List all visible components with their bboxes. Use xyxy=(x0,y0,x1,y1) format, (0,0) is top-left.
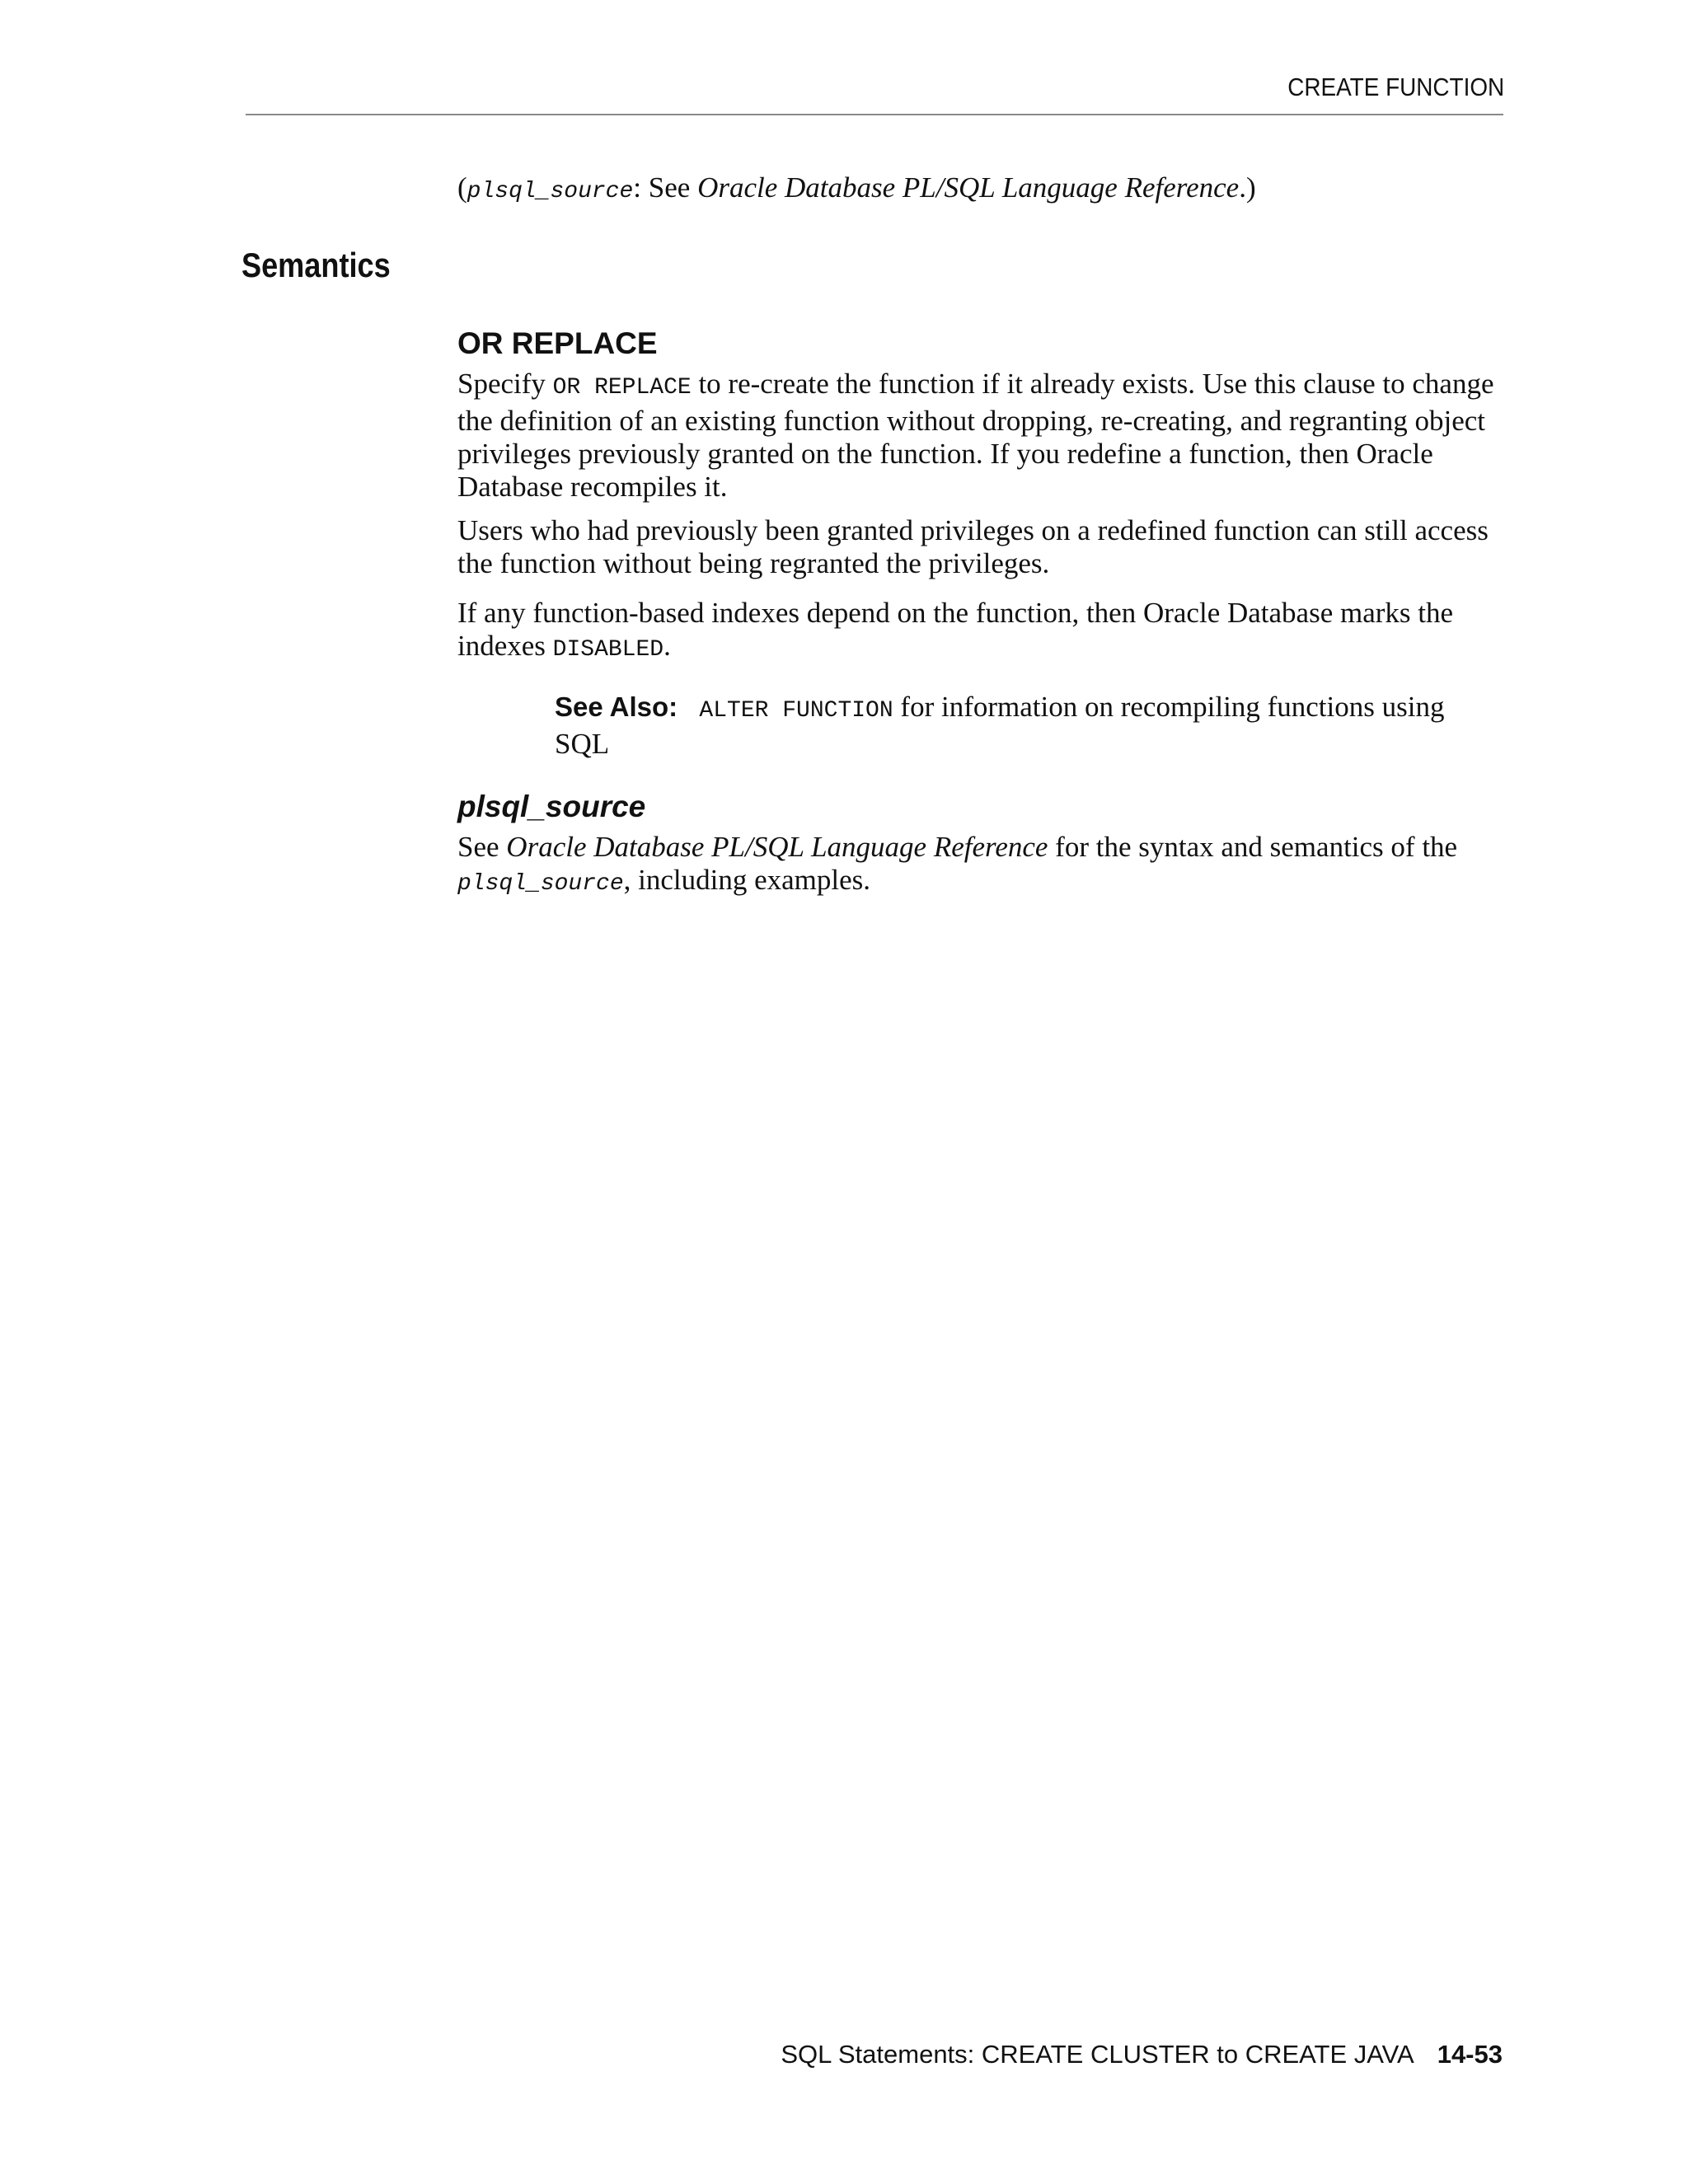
see-also-note xyxy=(555,691,1461,761)
p3-text-a: If any function-based indexes depend on the function, then Oracle Database marks the indexes xyxy=(457,597,1454,662)
p3-code: DISABLED xyxy=(552,637,664,663)
intro-text: : See xyxy=(633,171,698,204)
or-replace-paragraph-3 xyxy=(457,597,1504,667)
or-replace-heading: OR REPLACE xyxy=(457,326,658,360)
p1-text-b: to re-create the function if it already exists. Use this clause to change the definition of an existing function without dropping, re-creating, and regranting object privileges previously granted on the function. If you redefine a function, then Oracle Database recompiles it. xyxy=(457,368,1494,503)
plsql-text-a: See xyxy=(457,831,507,863)
plsql-text-c: , including examples. xyxy=(623,864,871,896)
or-replace-paragraph-1 xyxy=(457,368,1504,504)
running-footer xyxy=(781,2040,1503,2069)
plsql-source-heading: plsql_source xyxy=(457,790,646,823)
plsql-source-paragraph xyxy=(457,831,1504,901)
intro-close: .) xyxy=(1239,171,1256,204)
intro-open-paren: ( xyxy=(457,171,467,204)
see-also-label: See Also: xyxy=(555,691,678,722)
p1-code: OR REPLACE xyxy=(552,375,692,401)
p1-text-a: Specify xyxy=(457,368,553,400)
intro-note xyxy=(457,171,1521,209)
section-title: Semantics xyxy=(241,246,391,284)
intro-code: plsql_source xyxy=(467,179,634,204)
plsql-text-b: for the syntax and semantics of the xyxy=(1048,831,1458,863)
p3-text-b: . xyxy=(663,630,671,662)
page-number: 14-53 xyxy=(1437,2040,1503,2069)
see-also-link[interactable]: ALTER FUNCTION xyxy=(699,698,893,724)
intro-reference: Oracle Database PL/SQL Language Reference xyxy=(697,171,1240,204)
plsql-code: plsql_source xyxy=(457,871,624,897)
see-also-text: for information on recompiling functions using SQL xyxy=(555,691,1445,760)
p2-text: Users who had previously been granted privileges on a redefined function can still access the function without being regranted the privileges. xyxy=(457,514,1489,579)
or-replace-paragraph-2 xyxy=(457,514,1504,580)
plsql-source-block xyxy=(457,790,1504,824)
footer-title: SQL Statements: CREATE CLUSTER to CREATE JAVA xyxy=(781,2040,1414,2069)
running-header: CREATE FUNCTION xyxy=(1287,73,1504,101)
plsql-reference: Oracle Database PL/SQL Language Reference xyxy=(506,831,1048,863)
or-replace-block xyxy=(457,326,1504,361)
header-rule xyxy=(246,114,1503,115)
